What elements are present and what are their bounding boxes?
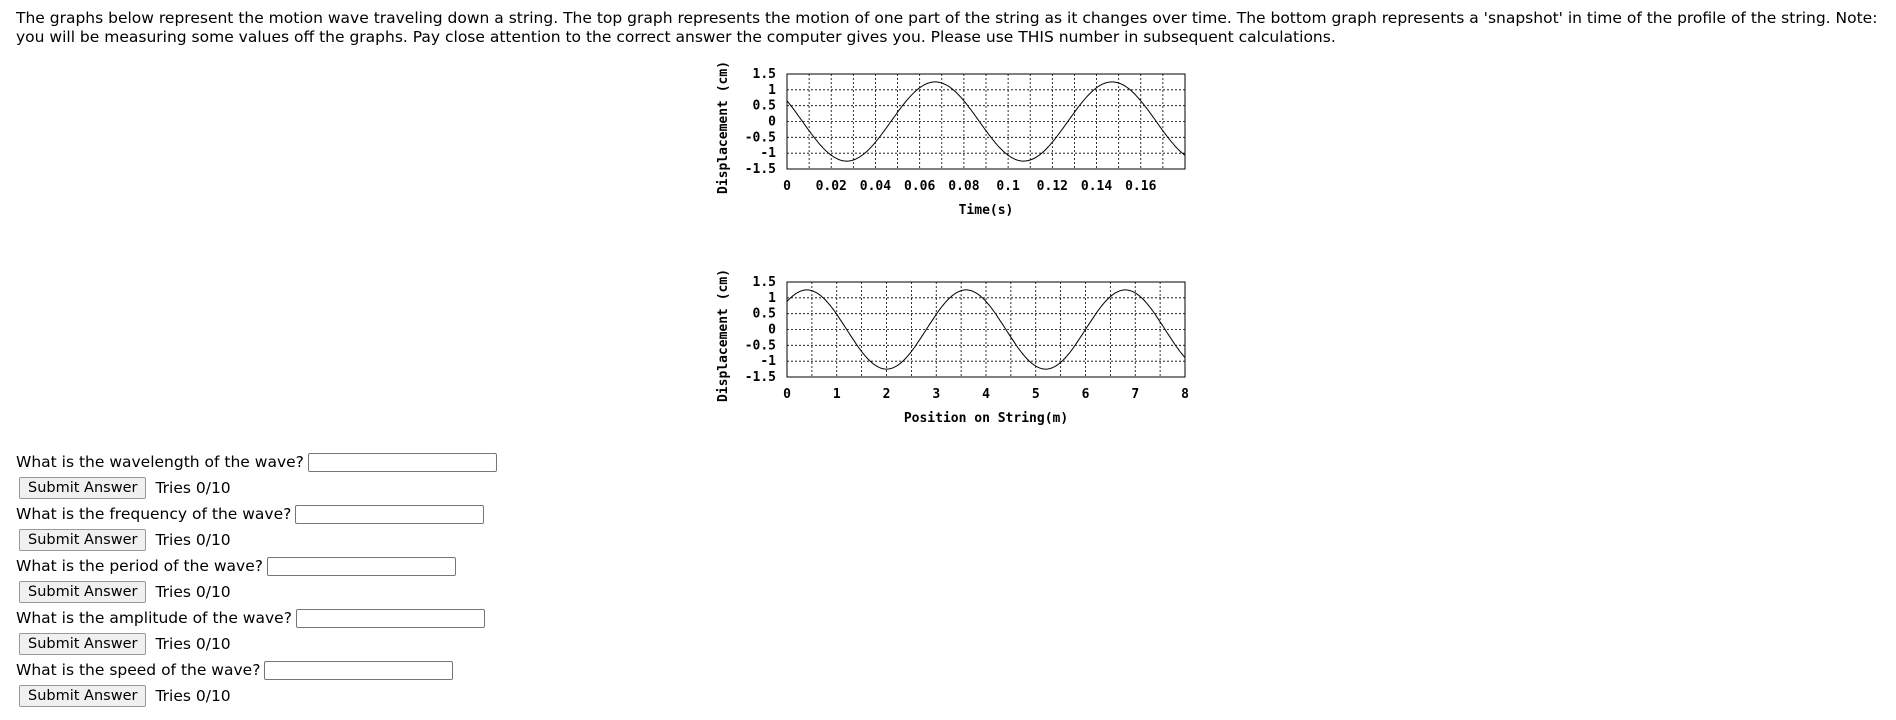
period-answer-input[interactable] <box>267 557 456 576</box>
wavelength-answer-input[interactable] <box>308 453 497 472</box>
y-tick-label: 0 <box>768 322 776 338</box>
frequency-answer-input[interactable] <box>295 505 484 524</box>
x-tick-label: 0.12 <box>1036 179 1068 194</box>
x-tick-label: 5 <box>1031 387 1040 402</box>
y-tick-label: 0.5 <box>752 306 776 322</box>
problem-intro: The graphs below represent the motion wave traveling down a string. The top graph represents the motion of one part of the string as it changes over time. The bottom graph represents a 'snapshot' in time of the profile of the string. Note: you will be measuring some values off the graphs. Pay close attention to the correct answer the computer gives you. Please use THIS number in subsequent calculations. <box>16 9 1878 46</box>
tries-counter: Tries 0/10 <box>155 635 231 653</box>
x-tick-label: 7 <box>1131 387 1140 402</box>
question-wavelength <box>16 449 497 501</box>
tries-counter: Tries 0/10 <box>155 687 231 705</box>
question-amplitude <box>16 605 497 657</box>
speed-answer-input[interactable] <box>264 661 453 680</box>
question-list <box>16 449 497 709</box>
x-tick-label: 1 <box>832 387 841 402</box>
y-tick-label: -0.5 <box>744 130 776 146</box>
x-tick-label: 6 <box>1081 387 1090 402</box>
y-axis-label: Displacement (cm) <box>716 268 731 403</box>
x-tick-label: 0.04 <box>859 179 892 194</box>
x-tick-label: 0.14 <box>1080 179 1113 194</box>
y-tick-label: 1.5 <box>752 67 776 82</box>
x-tick-label: 0.02 <box>815 179 847 194</box>
x-tick-label: 0 <box>783 179 791 194</box>
tries-counter: Tries 0/10 <box>155 479 231 497</box>
y-axis-label: Displacement (cm) <box>716 60 731 195</box>
x-tick-label: 0.1 <box>996 179 1020 194</box>
question-label: What is the frequency of the wave? <box>16 505 292 523</box>
x-tick-label: 0 <box>783 387 791 402</box>
x-tick-label: 2 <box>882 387 891 402</box>
question-label: What is the speed of the wave? <box>16 661 261 679</box>
y-tick-label: 1 <box>768 82 776 98</box>
question-period <box>16 553 497 605</box>
y-tick-label: -1.5 <box>744 370 776 385</box>
y-tick-label: -0.5 <box>744 338 776 354</box>
submit-answer-button[interactable]: Submit Answer <box>19 529 146 551</box>
submit-answer-button[interactable]: Submit Answer <box>19 581 146 603</box>
y-tick-label: -1.5 <box>744 162 776 177</box>
y-tick-label: -1 <box>760 146 776 162</box>
x-axis-label: Time(s) <box>958 203 1014 218</box>
x-axis-label: Position on String(m) <box>903 411 1069 426</box>
x-tick-label: 8 <box>1181 387 1189 402</box>
tries-counter: Tries 0/10 <box>155 583 231 601</box>
time-graph <box>0 60 1896 220</box>
submit-answer-button[interactable]: Submit Answer <box>19 477 146 499</box>
y-tick-label: 0.5 <box>752 98 776 114</box>
tries-counter: Tries 0/10 <box>155 531 231 549</box>
wave-curve <box>787 290 1185 369</box>
y-tick-label: 1 <box>768 290 776 306</box>
submit-answer-button[interactable]: Submit Answer <box>19 633 146 655</box>
question-speed <box>16 657 497 709</box>
x-tick-label: 0.08 <box>948 179 980 194</box>
y-tick-label: 1.5 <box>752 275 776 290</box>
submit-answer-button[interactable]: Submit Answer <box>19 685 146 707</box>
question-label: What is the wavelength of the wave? <box>16 453 304 471</box>
x-tick-label: 3 <box>932 387 941 402</box>
position-graph <box>0 268 1896 428</box>
y-tick-label: -1 <box>760 354 776 370</box>
amplitude-answer-input[interactable] <box>296 609 485 628</box>
x-tick-label: 4 <box>982 387 990 402</box>
question-label: What is the period of the wave? <box>16 557 263 575</box>
y-tick-label: 0 <box>768 114 776 130</box>
x-tick-label: 0.16 <box>1125 179 1157 194</box>
question-label: What is the amplitude of the wave? <box>16 609 292 627</box>
x-tick-label: 0.06 <box>904 179 936 194</box>
question-frequency <box>16 501 497 553</box>
wave-curve <box>787 82 1185 161</box>
